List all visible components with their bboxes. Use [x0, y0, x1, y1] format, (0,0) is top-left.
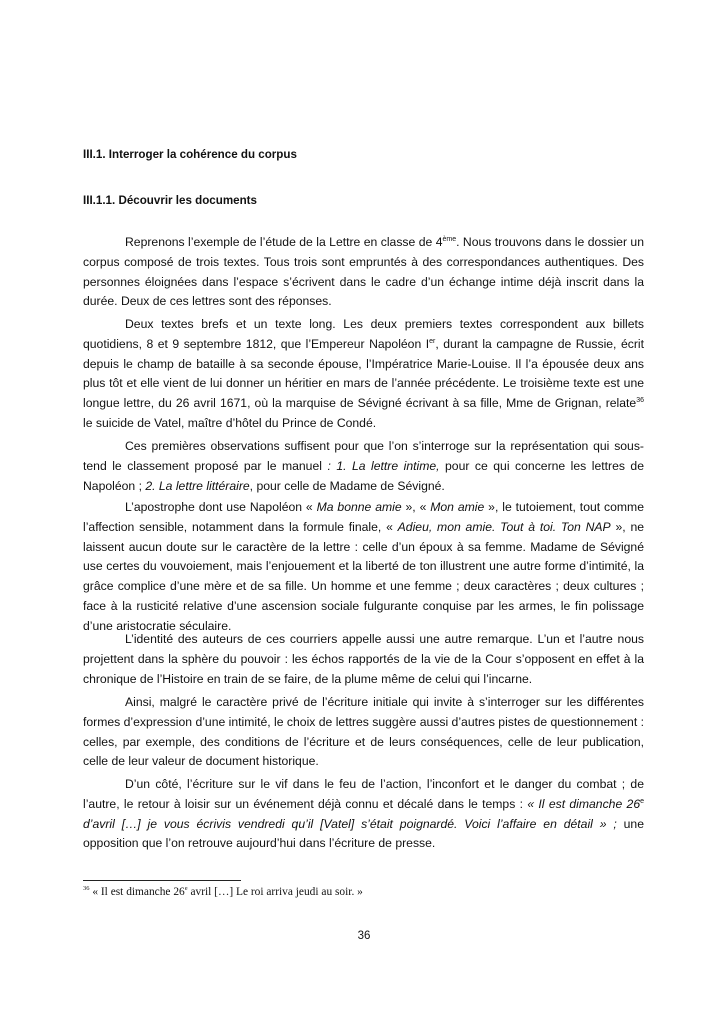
paragraph-6: Ainsi, malgré le caractère privé de l’écriture initiale qui invite à s’interroger sur les différentes formes d’expression d’une intimité, le choix de lettres suggère aussi d’autres pistes de questionnement : celles, par exemple, des conditions de l’écriture et de leurs conséquences, celle de leur publication, celle de leur valeur de document historique.: [83, 695, 644, 769]
footnote: $^{36}$ « Il est dimanche 26e avril […] Le roi arriva jeudi au soir. »: [83, 885, 363, 898]
paragraph-2: Deux textes brefs et un texte long. Les deux premiers textes correspondent aux billets quotidiens, 8 et 9 septembre 1812, que l’Empereur Napoléon Ier, durant la campagne de Russie, écrit depuis le champ de bataille à sa seconde épouse, l’Impératrice Marie-Louise. Il l’a épousée deux ans plus tôt et elle vient de lui donner un héritier en mars de l’année précédente. Le troisième texte est une longue lettre, du 26 avril 1671, où la marquise de Sévigné écrivant à sa fille, Mme de Grignan, relate$^{36}$ le suicide de Vatel, maître d’hôtel du Prince de Condé.: [83, 317, 644, 430]
paragraph-1: Reprenons l’exemple de l’étude de la Lettre en classe de 4ème. Nous trouvons dans le dossier un corpus composé de trois textes. Tous trois sont empruntés à des correspondances authentiques. Des personnes éloignées dans l’espace s’écrivent dans le cadre d’un échange intime déjà inscrit dans la durée. Deux de ces lettres sont des réponses.: [83, 235, 644, 309]
paragraph-4: L’apostrophe dont use Napoléon « Ma bonne amie », « Mon amie », le tutoiement, tout comme l’affection sensible, notamment dans la formule finale, « Adieu, mon amie. Tout à toi. Ton NAP », ne laissent aucun doute sur le caractère de la lettre : celle d’un époux à sa femme. Madame de Sévigné use certes du vouvoiement, mais l’enjouement et la liberté de ton illustrent une autre forme d’intimité, la grâce complice d’une mère et de sa fille. Un homme et une femme ; deux caractères ; deux cultures ; face à la rusticité relative d’une ascension sociale fulgurante conquise par les armes, le fin polissage d’une aristocratie séculaire.: [83, 500, 644, 633]
footnote-divider: [83, 880, 241, 881]
paragraph-7: D’un côté, l’écriture sur le vif dans le feu de l’action, l’inconfort et le danger du combat ; de l’autre, le retour à loisir sur un événement déjà connu et décalé dans le temps : « Il est dimanche 26e d’avril […] je vous écrivis vendredi qu’il [Vatel] s’était poignardé. Voici l’affaire en détail » ; une opposition que l’on retrouve aujourd’hui dans l’écriture de presse.: [83, 777, 645, 851]
paragraph-3: Ces premières observations suffisent pour que l’on s’interroge sur la représentation qui sous-tend le classement proposé par le manuel : 1. La lettre intime, pour ce qui concerne les lettres de Napoléon ; 2. La lettre littéraire, pour celle de Madame de Sévigné.: [83, 439, 644, 493]
page-number: 36: [357, 930, 371, 942]
paragraph-5: L’identité des auteurs de ces courriers appelle aussi une autre remarque. L’un et l’autre nous projettent dans la sphère du pouvoir : les échos rapportés de la vie de la Cour s’opposent en effet à la chronique de l’Histoire en train de se faire, de la plume même de celui qui l’incarne.: [83, 632, 644, 686]
subsection-title: III.1.1. Découvrir les documents: [83, 194, 257, 207]
section-title: III.1. Interroger la cohérence du corpus: [83, 148, 297, 161]
